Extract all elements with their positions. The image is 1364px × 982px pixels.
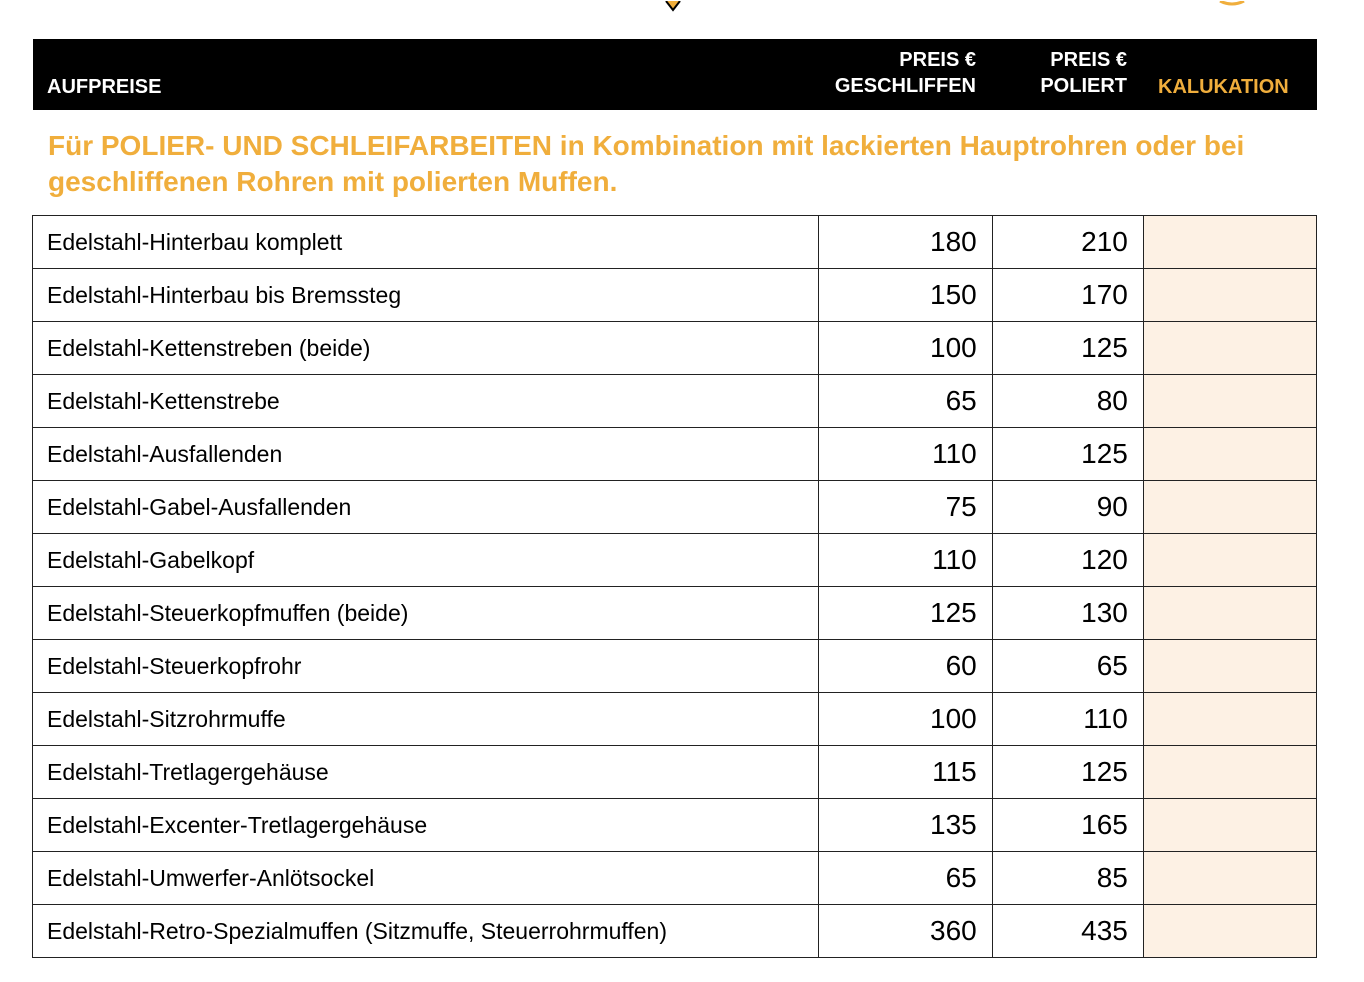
calculation-input-cell[interactable] [1143,322,1316,375]
price-table-body [33,216,1317,958]
table-row [33,693,1317,746]
price-polished-cell: 90 [992,481,1143,534]
header-calculation: KALUKATION [1158,76,1289,98]
price-polished-cell: 65 [992,640,1143,693]
row-label: Edelstahl-Excenter-Tretlagergehäuse [33,799,819,852]
price-ground-cell: 60 [818,640,992,693]
price-ground-cell: 150 [818,269,992,322]
calculation-input-cell[interactable] [1143,481,1316,534]
table-row [33,322,1317,375]
calculation-input-cell[interactable] [1143,587,1316,640]
calculation-input-cell[interactable] [1143,375,1316,428]
price-table-wrapper [32,215,1317,958]
price-ground-cell: 65 [818,852,992,905]
calculation-input-cell[interactable] [1143,693,1316,746]
calculation-input-cell[interactable] [1143,269,1316,322]
price-polished-cell: 165 [992,799,1143,852]
price-polished-cell: 85 [992,852,1143,905]
section-subtitle: Für POLIER- UND SCHLEIFARBEITEN in Kombination mit lackierten Hauptrohren oder bei geschliffenen Rohren mit polierten Muffen. [48,130,1245,197]
price-polished-cell: 125 [992,428,1143,481]
row-label: Edelstahl-Gabel-Ausfallenden [33,481,819,534]
calculation-input-cell[interactable] [1143,534,1316,587]
price-ground-cell: 125 [818,587,992,640]
top-decoration [0,0,1364,12]
price-polished-cell: 120 [992,534,1143,587]
header-title: AUFPREISE [47,76,162,98]
calculation-input-cell[interactable] [1143,852,1316,905]
row-label: Edelstahl-Kettenstrebe [33,375,819,428]
header-price-polished-line2: POLIERT [1040,75,1127,97]
logo-fragment-icon [1220,1,1244,4]
price-ground-cell: 360 [818,905,992,958]
table-row [33,269,1317,322]
header-price-ground [813,47,976,99]
price-polished-cell: 210 [992,216,1143,269]
price-ground-cell: 75 [818,481,992,534]
row-label: Edelstahl-Hinterbau bis Bremssteg [33,269,819,322]
price-ground-cell: 115 [818,746,992,799]
row-label: Edelstahl-Kettenstreben (beide) [33,322,819,375]
calculation-input-cell[interactable] [1143,746,1316,799]
row-label: Edelstahl-Retro-Spezialmuffen (Sitzmuffe, Steuerrohrmuffen) [33,905,819,958]
price-ground-cell: 110 [818,428,992,481]
price-ground-cell: 135 [818,799,992,852]
price-ground-cell: 180 [818,216,992,269]
table-row [33,216,1317,269]
price-ground-cell: 65 [818,375,992,428]
price-polished-cell: 125 [992,322,1143,375]
table-row [33,640,1317,693]
row-label: Edelstahl-Hinterbau komplett [33,216,819,269]
price-polished-cell: 130 [992,587,1143,640]
header-price-ground-line1: PREIS € [899,49,976,71]
row-label: Edelstahl-Tretlagergehäuse [33,746,819,799]
table-row [33,746,1317,799]
calculation-input-cell[interactable] [1143,905,1316,958]
calculation-input-cell[interactable] [1143,640,1316,693]
row-label: Edelstahl-Gabelkopf [33,534,819,587]
row-label: Edelstahl-Steuerkopfmuffen (beide) [33,587,819,640]
price-ground-cell: 100 [818,322,992,375]
table-header [33,39,1317,110]
header-price-polished-line1: PREIS € [1050,49,1127,71]
header-price-ground-line2: GESCHLIFFEN [834,75,976,97]
header-price-polished [993,47,1127,99]
price-ground-cell: 100 [818,693,992,746]
price-ground-cell: 110 [818,534,992,587]
calculation-input-cell[interactable] [1143,216,1316,269]
table-row [33,428,1317,481]
table-row [33,375,1317,428]
table-row [33,852,1317,905]
price-polished-cell: 435 [992,905,1143,958]
row-label: Edelstahl-Ausfallenden [33,428,819,481]
row-label: Edelstahl-Sitzrohrmuffe [33,693,819,746]
logo-fragment-icon [666,1,680,10]
price-polished-cell: 125 [992,746,1143,799]
price-polished-cell: 170 [992,269,1143,322]
table-row [33,799,1317,852]
price-table [32,215,1317,958]
table-row [33,905,1317,958]
calculation-input-cell[interactable] [1143,428,1316,481]
row-label: Edelstahl-Umwerfer-Anlötsockel [33,852,819,905]
price-polished-cell: 110 [992,693,1143,746]
table-row [33,534,1317,587]
price-polished-cell: 80 [992,375,1143,428]
table-row [33,587,1317,640]
table-row [33,481,1317,534]
row-label: Edelstahl-Steuerkopfrohr [33,640,819,693]
calculation-input-cell[interactable] [1143,799,1316,852]
